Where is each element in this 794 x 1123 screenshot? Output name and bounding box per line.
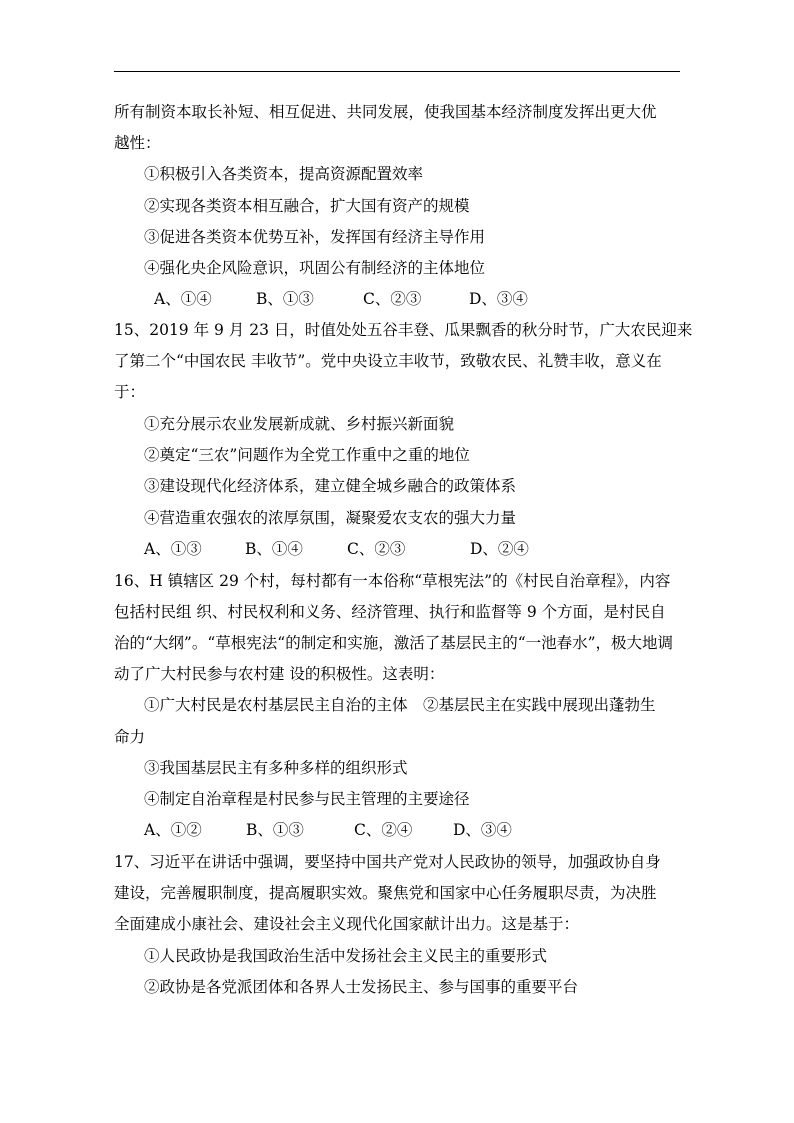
text-line: 动了广大村民参与农村建 设的积极性。这表明：: [114, 665, 445, 683]
text-line: 了第二个“中国农民 丰收节”。党中央设立丰收节，致敬农民、礼赞丰收，意义在: [114, 352, 662, 370]
answer-options-q15: [144, 539, 529, 559]
option-statement: ①人民政协是我国政治生活中发扬社会主义民主的重要形式: [144, 947, 548, 965]
answer-option-d: D、②④: [470, 540, 529, 558]
answer-options-q16: [144, 820, 512, 840]
option-statement: ①积极引入各类资本，提高资源配置效率: [144, 165, 424, 183]
option-statement: ④强化央企风险意识，巩固公有制经济的主体地位: [144, 259, 486, 277]
answer-option-b: B、①③: [256, 290, 314, 308]
answer-option-c: C、②④: [354, 821, 413, 839]
option-statement: ②奠定“三农”问题作为全党工作重中之重的地位: [144, 446, 470, 464]
option-statement: ②实现各类资本相互融合，扩大国有资产的规模: [144, 197, 470, 215]
question-15: 15、2019 年 9 月 23 日，时值处处五谷丰登、瓜果飘香的秋分时节，广大农民迎来: [114, 321, 693, 339]
option-statement: ③建设现代化经济体系，建立健全城乡融合的政策体系: [144, 477, 517, 495]
text-line: 治的“大纲”。“草根宪法“的制定和实施，激活了基层民主的“一池春水”，极大地调: [114, 634, 674, 652]
option-statement: ③促进各类资本优势互补，发挥国有经济主导作用: [144, 228, 486, 246]
text-line: 所有制资本取长补短、相互促进、共同发展，使我国基本经济制度发挥出更大优: [114, 103, 657, 121]
answer-option-c: C、②③: [363, 290, 422, 308]
text-line: 于：: [114, 383, 146, 401]
answer-option-c: C、②③: [347, 540, 406, 558]
text-line: 越性：: [114, 134, 161, 152]
option-statement: ④制定自治章程是村民参与民主管理的主要途径: [144, 790, 470, 808]
option-statement: ②政协是各党派团体和各界人士发扬民主、参与国事的重要平台: [144, 978, 579, 996]
text-line: 包括村民组 织、村民权利和义务、经济管理、执行和监督等 9 个方面，是村民自: [114, 603, 666, 621]
option-statement: ①充分展示农业发展新成就、乡村振兴新面貌: [144, 415, 455, 433]
header-rule: [114, 71, 680, 72]
answer-options-q14: [154, 289, 528, 309]
answer-option-a: A、①④: [154, 290, 212, 308]
answer-option-b: B、①③: [246, 821, 304, 839]
answer-option-d: D、③④: [469, 290, 528, 308]
option-statement: ①广大村民是农村基层民主自治的主体 ②基层民主在实践中展现出蓬勃生: [144, 696, 656, 714]
answer-option-a: A、①②: [144, 821, 202, 839]
question-16: 16、H 镇辖区 29 个村，每村都有一本俗称“草根宪法”的《村民自治章程》，内容: [114, 572, 671, 590]
option-statement: ③我国基层民主有多种多样的组织形式: [144, 759, 408, 777]
option-statement: ④营造重农强农的浓厚氛围，凝聚爱农支农的强大力量: [144, 509, 517, 527]
answer-option-b: B、①④: [245, 540, 303, 558]
question-17: 17、习近平在讲话中强调，要坚持中国共产党对人民政协的领导，加强政协自身: [114, 853, 661, 871]
text-line: 全面建成小康社会、建设社会主义现代化国家献计出力。这是基于：: [114, 915, 580, 933]
answer-option-d: D、③④: [453, 821, 512, 839]
answer-option-a: A、①③: [144, 540, 202, 558]
text-line: 命力: [114, 728, 146, 746]
text-line: 建设，完善履职制度，提高履职实效。聚焦党和国家中心任务履职尽责，为决胜: [114, 884, 657, 902]
